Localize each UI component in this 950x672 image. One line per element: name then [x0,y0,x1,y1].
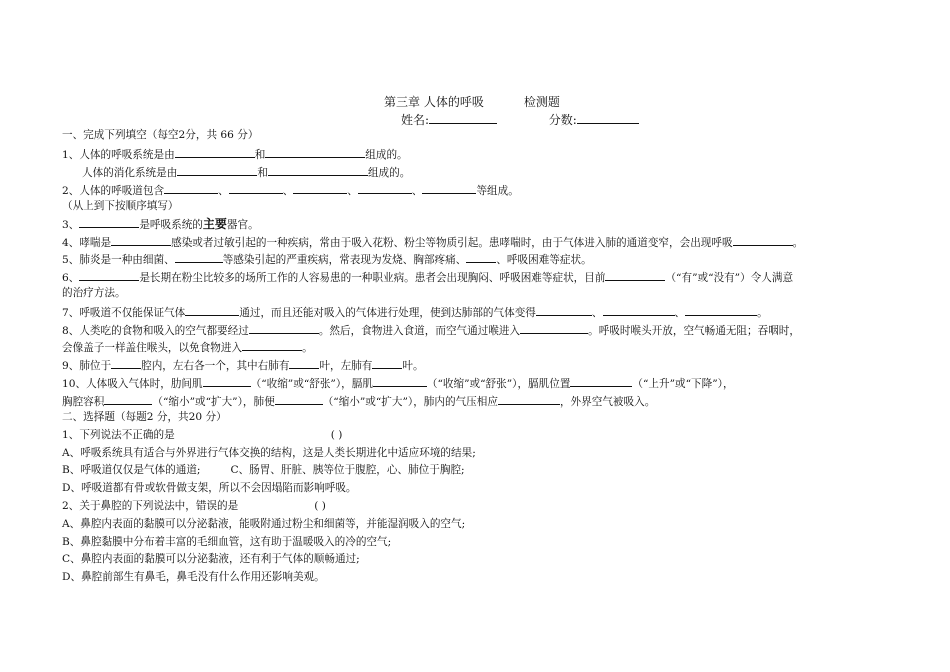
q1-text-b: 和 [254,149,266,161]
choice-1-option-d[interactable]: D、呼吸道都有骨或软骨做支架，所以不会因塌陷而影响呼吸。 [62,482,357,494]
q2-text-a: 2、人体的呼吸道包含 [62,185,165,197]
answer-blank[interactable] [177,164,257,176]
choice-2-option-d[interactable]: D、鼻腔前部生有鼻毛，鼻毛没有什么作用还影响美观。 [62,571,325,583]
question-7 [62,304,768,320]
choice-2-stem: 2、关于鼻腔的下列说法中，错误的是 [62,500,239,512]
q10b-text-a: 胸腔容积 [62,396,105,408]
answer-blank[interactable] [249,322,319,334]
name-label: 姓名: [401,113,430,127]
answer-paren[interactable]: ( ) [330,429,343,441]
q3-text-c: 器官。 [226,219,259,231]
question-2-note: （从上到下按顺序填写） [62,200,179,212]
answer-blank[interactable] [685,304,757,316]
question-6 [62,269,793,285]
question-10 [62,375,734,391]
question-8b [62,339,313,355]
question-6b: 的治疗方法。 [62,287,126,299]
q6-text-c: （“有”或“没有”）令人满意 [665,272,794,284]
question-1b [82,164,410,180]
q4-text-b: 感染或者过敏引起的一种疾病，常由于吸入花粉、粉尘等物质引起。患哮喘时，由于气体进入肺的通道变窄，会出现呼吸 [171,237,733,249]
q1b-text-c: 组成的。 [367,167,411,179]
choice-1-option-a[interactable]: A、呼吸系统具有适合与外界进行气体交换的结构，这是人类长期进化中适应环境的结果; [62,447,476,459]
q3-text-a: 3、 [62,219,80,231]
choice-1-option-b[interactable]: B、呼吸道仅仅是气体的通道; [62,464,201,476]
q7-text-b: 通过，而且还能对吸入的气体进行处理，使到达肺部的气体变得 [239,307,536,319]
q9-text-d: 叶。 [402,360,424,372]
q1-text-a: 1、人体的呼吸系统是由 [62,149,175,161]
name-blank[interactable] [429,112,497,124]
q3-bold-word: 主要 [202,217,227,231]
q7-text-a: 7、呼吸道不仅能保证气体 [62,307,186,319]
q6-text-b: 是长期在粉尘比较多的场所工作的人容易患的一种职业病。患者会出现胸闷、呼吸困难等症状，目前 [139,272,606,284]
q4-text-a: 4、哮喘是 [62,237,112,249]
q1-text-c: 组成的。 [365,149,408,161]
title-test: 检测题 [523,95,560,109]
choice-1-option-b-c [62,463,465,477]
question-5 [62,251,592,267]
answer-blank[interactable] [104,393,152,405]
q5-text-c: 、呼吸困难等症状。 [496,254,592,266]
answer-blank[interactable] [373,375,427,387]
answer-blank[interactable] [603,304,675,316]
answer-blank[interactable] [570,375,632,387]
q10b-text-c: （“缩小”或“扩大”），肺内的气压相应 [322,396,498,408]
q5-text-b: 等感染引起的严重疾病，常表现为发烧、胸部疼痛、 [222,254,467,266]
question-8 [62,322,800,338]
answer-blank[interactable] [422,182,476,194]
answer-blank[interactable] [289,357,319,369]
answer-blank[interactable] [111,357,141,369]
choice-section-heading: 二、选择题（每题2 分，共20 分） [62,411,227,423]
answer-blank[interactable] [358,182,412,194]
q10b-text-d: ，外界空气被吸入。 [559,396,656,408]
q3-text-b: 是呼吸系统的 [139,219,203,231]
q2-sep: 、 [347,185,358,197]
answer-blank[interactable] [268,164,368,176]
answer-blank[interactable] [293,182,347,194]
q10-text-b: （“收缩”或“舒张”），膈肌 [250,378,373,390]
q8-text-b: 。然后，食物进入食道，而空气通过喉进入 [318,325,521,337]
choice-2 [62,499,326,513]
question-10b [62,393,655,409]
q2-sep: 、 [411,185,423,197]
answer-blank[interactable] [185,304,239,316]
answer-blank[interactable] [498,393,560,405]
answer-blank[interactable] [175,146,255,158]
q7-sep: 、 [591,307,603,319]
q8-text-a: 8、人类吃的食物和吸入的空气都要经过 [62,325,249,337]
question-4 [62,234,803,250]
q5-text-a: 5、肺炎是一种由细菌、 [62,254,175,266]
q10-text-c: （“收缩”或“舒张”），膈肌位置 [426,378,571,390]
q9-text-c: 叶，左肺有 [319,360,373,372]
name-score-row [401,111,639,128]
score-label: 分数: [548,113,577,127]
answer-blank[interactable] [733,234,793,246]
answer-blank[interactable] [265,146,365,158]
choice-2-option-a[interactable]: A、鼻腔内表面的黏膜可以分泌黏液，能吸附通过粉尘和细菌等，并能湿润吸入的空气; [62,518,466,530]
answer-blank[interactable] [79,216,139,228]
q10-text-a: 10、人体吸入气体时，肋间肌 [62,378,203,390]
q9-text-a: 9、肺位于 [62,360,112,372]
q4-text-c: 。 [792,237,804,249]
q2-text-c: 等组成。 [476,185,519,197]
question-3 [62,216,259,232]
answer-blank[interactable] [175,251,223,263]
choice-1-option-c[interactable]: C、肠胃、肝脏、胰等位于腹腔，心、肺位于胸腔; [230,464,465,476]
choice-1 [62,428,342,442]
q1b-text-b: 和 [257,167,268,179]
answer-blank[interactable] [111,234,171,246]
choice-2-option-c[interactable]: C、鼻腔内表面的黏膜可以分泌黏液，还有利于气体的顺畅通过; [62,553,360,565]
answer-blank[interactable] [536,304,592,316]
choice-2-option-b[interactable]: B、鼻腔黏膜中分布着丰富的毛细血管，这有助于温暖吸入的冷的空气; [62,536,392,548]
answer-blank[interactable] [520,322,588,334]
answer-blank[interactable] [79,269,139,281]
answer-blank[interactable] [242,339,302,351]
answer-blank[interactable] [203,375,251,387]
title-chapter: 第三章 人体的呼吸 [384,95,484,109]
answer-paren[interactable]: ( ) [314,500,326,512]
answer-blank[interactable] [229,182,283,194]
question-9 [62,357,424,373]
q9-text-b: 腔内，左右各一个，其中右肺有 [141,360,290,372]
answer-blank[interactable] [164,182,218,194]
question-2 [62,182,519,198]
q8-text-c: 。呼吸时喉头开放，空气畅通无阻；吞咽时， [588,325,800,337]
answer-blank[interactable] [605,269,665,281]
choice-1-stem: 1、下列说法不正确的是 [62,429,175,441]
answer-blank[interactable] [466,251,496,263]
q2-sep: 、 [282,185,294,197]
q10-text-d: （“上升”或“下降”）， [632,378,734,390]
answer-blank[interactable] [372,357,402,369]
q2-sep: 、 [218,185,229,197]
q7-sep: 、 [674,307,686,319]
q6-text-a: 6、 [62,272,80,284]
q1b-text-a: 人体的消化系统是由 [82,167,178,179]
page-title [384,93,560,110]
fill-section-heading: 一、完成下列填空（每空2分，共 66 分） [62,129,259,141]
question-1 [62,146,408,162]
q7-text-c: 。 [757,307,768,319]
score-blank[interactable] [577,112,639,124]
q8b-text-c: 。 [302,342,313,354]
q8b-text-a: 会像盖子一样盖住喉头，以免食物进入 [62,342,243,354]
answer-blank[interactable] [275,393,323,405]
q10b-text-b: （“缩小”或“扩大”），肺便 [152,396,275,408]
